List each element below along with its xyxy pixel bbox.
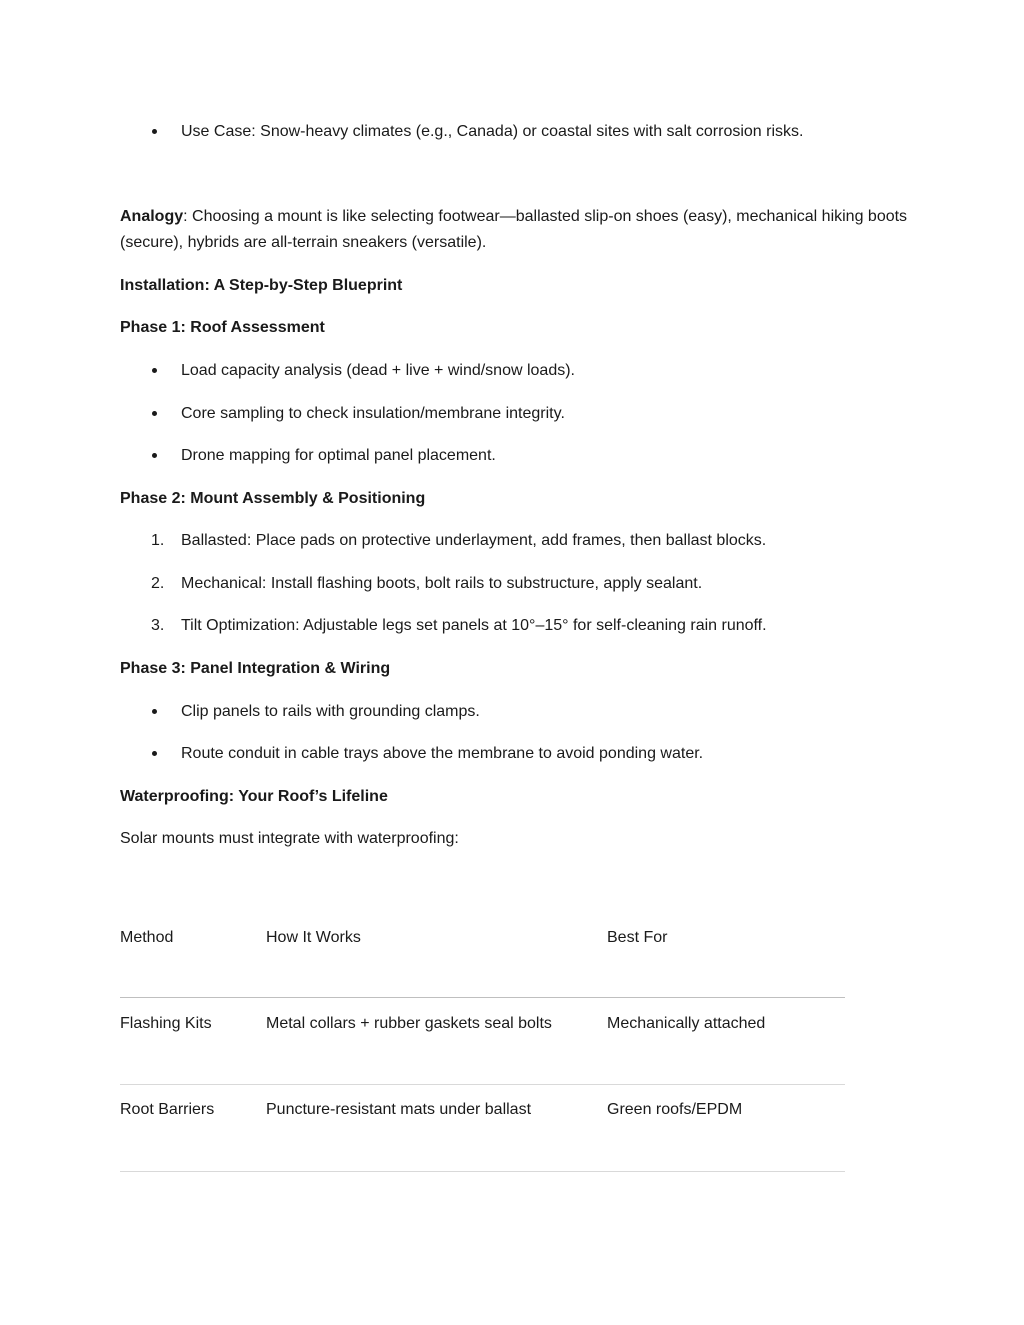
- analogy-paragraph: [120, 204, 910, 256]
- bullet-icon: [152, 709, 157, 714]
- bullet-icon: [152, 368, 157, 373]
- table-divider: [120, 997, 845, 998]
- table-cell: Flashing Kits: [120, 1015, 212, 1032]
- list-number: 1.: [151, 532, 165, 549]
- table-cell: Mechanically attached: [607, 1015, 766, 1032]
- table-header-cell: How It Works: [266, 929, 361, 946]
- phase1-heading: Phase 1: Roof Assessment: [120, 319, 325, 336]
- table-cell: Green roofs/EPDM: [607, 1101, 743, 1118]
- phase3-item: Clip panels to rails with grounding clamps.: [181, 703, 480, 720]
- phase2-item: Mechanical: Install flashing boots, bolt rails to substructure, apply sealant.: [181, 575, 703, 592]
- phase2-heading: Phase 2: Mount Assembly & Positioning: [120, 490, 426, 507]
- table-divider: [120, 1084, 845, 1085]
- phase3-item: Route conduit in cable trays above the membrane to avoid ponding water.: [181, 745, 704, 762]
- phase3-heading: Phase 3: Panel Integration & Wiring: [120, 660, 391, 677]
- table-cell: Metal collars + rubber gaskets seal bolts: [266, 1015, 552, 1032]
- phase1-item: Core sampling to check insulation/membrane integrity.: [181, 405, 565, 422]
- analogy-label: Analogy: [120, 208, 184, 225]
- table-divider: [120, 1171, 845, 1172]
- table-cell: Puncture-resistant mats under ballast: [266, 1101, 532, 1118]
- installation-heading: Installation: A Step-by-Step Blueprint: [120, 277, 403, 294]
- bullet-icon: [152, 453, 157, 458]
- table-cell: Root Barriers: [120, 1101, 215, 1118]
- phase1-item: Drone mapping for optimal panel placement.: [181, 447, 496, 464]
- phase2-item: Tilt Optimization: Adjustable legs set panels at 10°–15° for self-cleaning rain runoff.: [181, 617, 767, 634]
- waterproofing-heading: Waterproofing: Your Roof’s Lifeline: [120, 788, 388, 805]
- table-header-cell: Best For: [607, 929, 668, 946]
- bullet-icon: [152, 411, 157, 416]
- table-header-cell: Method: [120, 929, 174, 946]
- list-number: 2.: [151, 575, 165, 592]
- waterproofing-intro: Solar mounts must integrate with waterproofing:: [120, 830, 459, 847]
- bullet-icon: [152, 129, 157, 134]
- phase1-item: Load capacity analysis (dead + live + wind/snow loads).: [181, 362, 575, 379]
- list-number: 3.: [151, 617, 165, 634]
- phase2-item: Ballasted: Place pads on protective underlayment, add frames, then ballast blocks.: [181, 532, 767, 549]
- use-case-bullet: Use Case: Snow-heavy climates (e.g., Canada) or coastal sites with salt corrosion risks.: [181, 123, 804, 140]
- analogy-text: : Choosing a mount is like selecting footwear—ballasted slip-on shoes (easy), mechanical hiking boots (secure), hybrids are all-terrain sneakers (versatile).: [120, 208, 908, 251]
- bullet-icon: [152, 751, 157, 756]
